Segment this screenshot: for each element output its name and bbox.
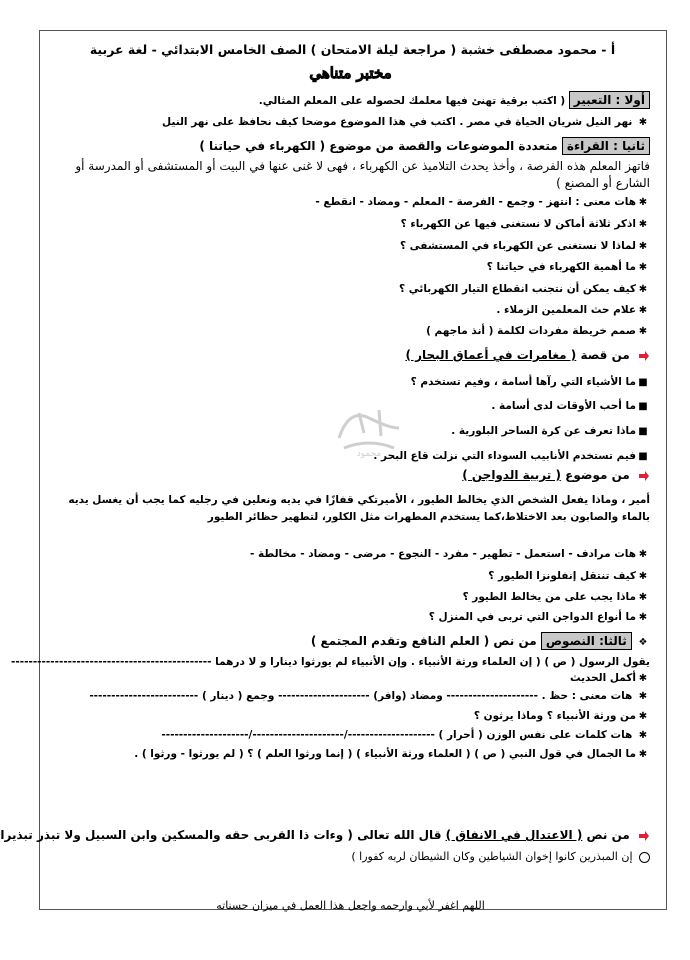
reading-question: هات معنى : انتهز - وجمع - الفرصة - المعلم - ومضاد - انقطع -	[315, 196, 636, 208]
texts-question: من ورثة الأنبياء ؟ وماذا يرثون ؟	[473, 710, 636, 722]
texts-question: هات كلمات على نفس الوزن ( أحرار )	[438, 729, 633, 741]
story-heading: ( مغامرات في أعماق البحار )	[405, 348, 577, 362]
moderation-heading-row	[0, 828, 650, 842]
answer-line: --------------------/---------------------/--------------------	[161, 729, 435, 741]
circle-marker-icon	[639, 852, 650, 863]
reading-q-row	[51, 240, 650, 252]
arrow-bullet-icon	[638, 470, 650, 482]
poultry-question: هات مرادف - استعمل - تطهير - مفرد - النجوع - مرضى - ومضاد - مخالطة -	[250, 548, 636, 560]
poultry-question: ماذا يجب على من يخالط الطيور ؟	[462, 591, 636, 603]
story-heading-prefix: من قصة	[580, 348, 630, 362]
expression-bullet-row	[51, 116, 650, 128]
texts-heading-row	[51, 632, 650, 650]
reading-question: لماذا لا نستغنى عن الكهرباء في المستشفى ؟	[399, 240, 636, 252]
section-label-texts: ثالثا: النصوص	[541, 632, 632, 650]
reading-question: علام حث المعلمين الزملاء .	[496, 304, 636, 316]
square-bullet-icon: ■	[638, 451, 648, 462]
arrow-bullet-icon	[638, 830, 650, 842]
reading-question: كيف يمكن أن نتجنب انقطاع التيار الكهربائي ؟	[399, 283, 636, 295]
diamond-bullet-icon: ❖	[638, 637, 648, 648]
texts-question: ما الجمال في قول النبي ( ص ) ( العلماء ورثة الأنبياء ) ( إنما ورثوا العلم ) ؟ ( لم يورثوا - ورثوا ) .	[134, 748, 636, 760]
calligraphy-watermark	[329, 398, 409, 458]
story-heading-row	[51, 348, 650, 362]
hadith-text: يقول الرسول ( ص ) ( إن العلماء ورثة الأنبياء . وإن الأنبياء لم يورثوا دينارا و لا درهما	[215, 656, 650, 668]
reading-question: ما أهمية الكهرباء في حياتنا ؟	[486, 261, 636, 273]
story-question: ماذا تعرف عن كرة الساحر البلورية .	[451, 425, 636, 437]
reading-paragraph: فاتهز المعلم هذه الفرصة ، وأخذ يحدث التلاميذ عن الكهرباء ، فهى لا غنى عنها في البيت أو المستشفى أو المدرسة أو الشارع أو المصنع )	[75, 159, 650, 190]
star-bullet-icon: ✱	[638, 197, 648, 208]
reading-q-row	[51, 261, 650, 273]
star-bullet-icon: ✱	[638, 711, 648, 722]
square-bullet-icon: ■	[638, 426, 648, 437]
story-question: ما الأشياء التي رآها أسامة ، وفيم تستخدم ؟	[410, 376, 636, 388]
star-bullet-icon: ✱	[638, 549, 648, 560]
page-subtitle: مختبر متناهي	[309, 64, 392, 82]
square-bullet-icon: ■	[638, 401, 648, 412]
reading-q-row	[51, 218, 650, 230]
texts-q-row	[51, 748, 650, 760]
texts-q-row	[51, 672, 650, 684]
poultry-q-row	[51, 591, 650, 603]
star-bullet-icon: ✱	[638, 219, 648, 230]
star-bullet-icon: ✱	[638, 326, 648, 337]
star-bullet-icon: ✱	[638, 612, 648, 623]
story-q-row	[51, 376, 650, 388]
texts-q-row	[51, 690, 650, 702]
poultry-paragraph: أمير ، وماذا يفعل الشخص الذي يخالط الطيور ، الأميرتكي قفازًا في يديه ونعلين في رجليه كما يجب أن يغسل يديه بالماء والصابون بعد الاختلاط،كما يستخدم المطهرات مثل الكلور، لتطهير حظائر الطيور	[68, 494, 650, 523]
poultry-question: ما أنواع الدواجن التي تربى في المنزل ؟	[428, 611, 636, 623]
texts-fill-mudad: ومضاد (وافر)	[373, 690, 443, 702]
star-bullet-icon: ✱	[638, 749, 648, 760]
answer-line: ----------------------------------------------	[11, 656, 212, 668]
moderation-text-row	[51, 850, 650, 863]
star-bullet-icon: ✱	[638, 673, 648, 684]
answer-line: ---------------------	[446, 690, 538, 702]
section-label-expression: أولا : التعبير	[569, 91, 650, 109]
square-bullet-icon: ■	[638, 377, 648, 388]
texts-question: أكمل الحديث	[569, 672, 636, 684]
poultry-heading: ( تربية الدواجن )	[462, 468, 561, 482]
section-label-reading: ثانيا : القراءة	[562, 137, 650, 155]
poultry-heading-prefix: من موضوع	[565, 468, 630, 482]
story-question: فيم تستخدم الأنابيب السوداء التي نزلت قاع البحر .	[373, 450, 636, 462]
poultry-heading-row	[51, 468, 650, 482]
expression-topic: نهر النيل شريان الحياة في مصر . اكتب في هذا الموضوع موضحا كيف نحافظ على نهر النيل	[162, 116, 633, 128]
moderation-heading-prefix: من نص	[586, 828, 630, 842]
star-bullet-icon: ✱	[638, 262, 648, 273]
star-bullet-icon: ✱	[638, 241, 648, 252]
texts-heading: من نص ( العلم النافع وتقدم المجتمع )	[310, 634, 537, 648]
hadith-row	[11, 656, 650, 668]
poultry-question: كيف تنتقل إنفلونزا الطيور ؟	[488, 570, 636, 582]
star-bullet-icon: ✱	[638, 284, 648, 295]
star-bullet-icon: ✱	[638, 305, 648, 316]
reading-q-row	[51, 304, 650, 316]
reading-question: اذكر ثلاثة أماكن لا نستغنى فيها عن الكهرباء ؟	[400, 218, 636, 230]
reading-q-row	[51, 196, 650, 208]
texts-fill-jam: وجمع ( دينار )	[201, 690, 275, 702]
texts-question: هات معنى : حظ .	[541, 690, 633, 702]
star-bullet-icon: ✱	[638, 592, 648, 603]
arrow-bullet-icon	[638, 350, 650, 362]
page-header: أ - محمود مصطفى خشبة ( مراجعة ليلة الامتحان ) الصف الخامس الابتدائي - لغة عربية	[89, 42, 616, 57]
story-question: ما أحب الأوقات لدى أسامة .	[491, 400, 636, 412]
moderation-heading: ( الاعتدال في الانفاق )	[445, 828, 583, 842]
reading-question: صمم خريطة مفردات لكلمة ( أنذ ماجهم )	[426, 325, 636, 337]
answer-line: -------------------------	[89, 690, 199, 702]
reading-q-row	[51, 325, 650, 337]
watermark-text: محمود	[356, 449, 382, 459]
star-bullet-icon: ✱	[638, 571, 648, 582]
moderation-text: قال الله تعالى ( وءات ذا القربى حقه والمسكين وابن السبيل ولا تبذر تبذيرا	[0, 828, 442, 842]
section-reading-row	[51, 137, 650, 155]
section-expression-row	[51, 91, 650, 109]
poultry-q-row	[51, 548, 650, 560]
poultry-q-row	[51, 570, 650, 582]
star-bullet-icon: ✱	[638, 691, 648, 702]
texts-q-row	[51, 710, 650, 722]
star-bullet-icon: ✱	[638, 730, 648, 741]
texts-q-row	[51, 729, 650, 741]
poultry-q-row	[51, 611, 650, 623]
moderation-text2: إن المبذرين كانوا إخوان الشياطين وكان الشيطان لربه كفورا )	[351, 850, 633, 863]
footer-prayer: اللهم اغفر لأبي وارحمه واجعل هذا العمل في ميزان حسناته	[216, 899, 485, 912]
reading-heading: متعددة الموضوعات والقصة من موضوع ( الكهرباء في حياتنا )	[199, 139, 558, 153]
expression-instruction: ( اكتب برقية تهنئ فيها معلمك لحصوله على المعلم المثالي.	[258, 95, 566, 107]
star-bullet-icon: ✱	[638, 117, 648, 128]
reading-q-row	[51, 283, 650, 295]
answer-line: ---------------------	[278, 690, 370, 702]
